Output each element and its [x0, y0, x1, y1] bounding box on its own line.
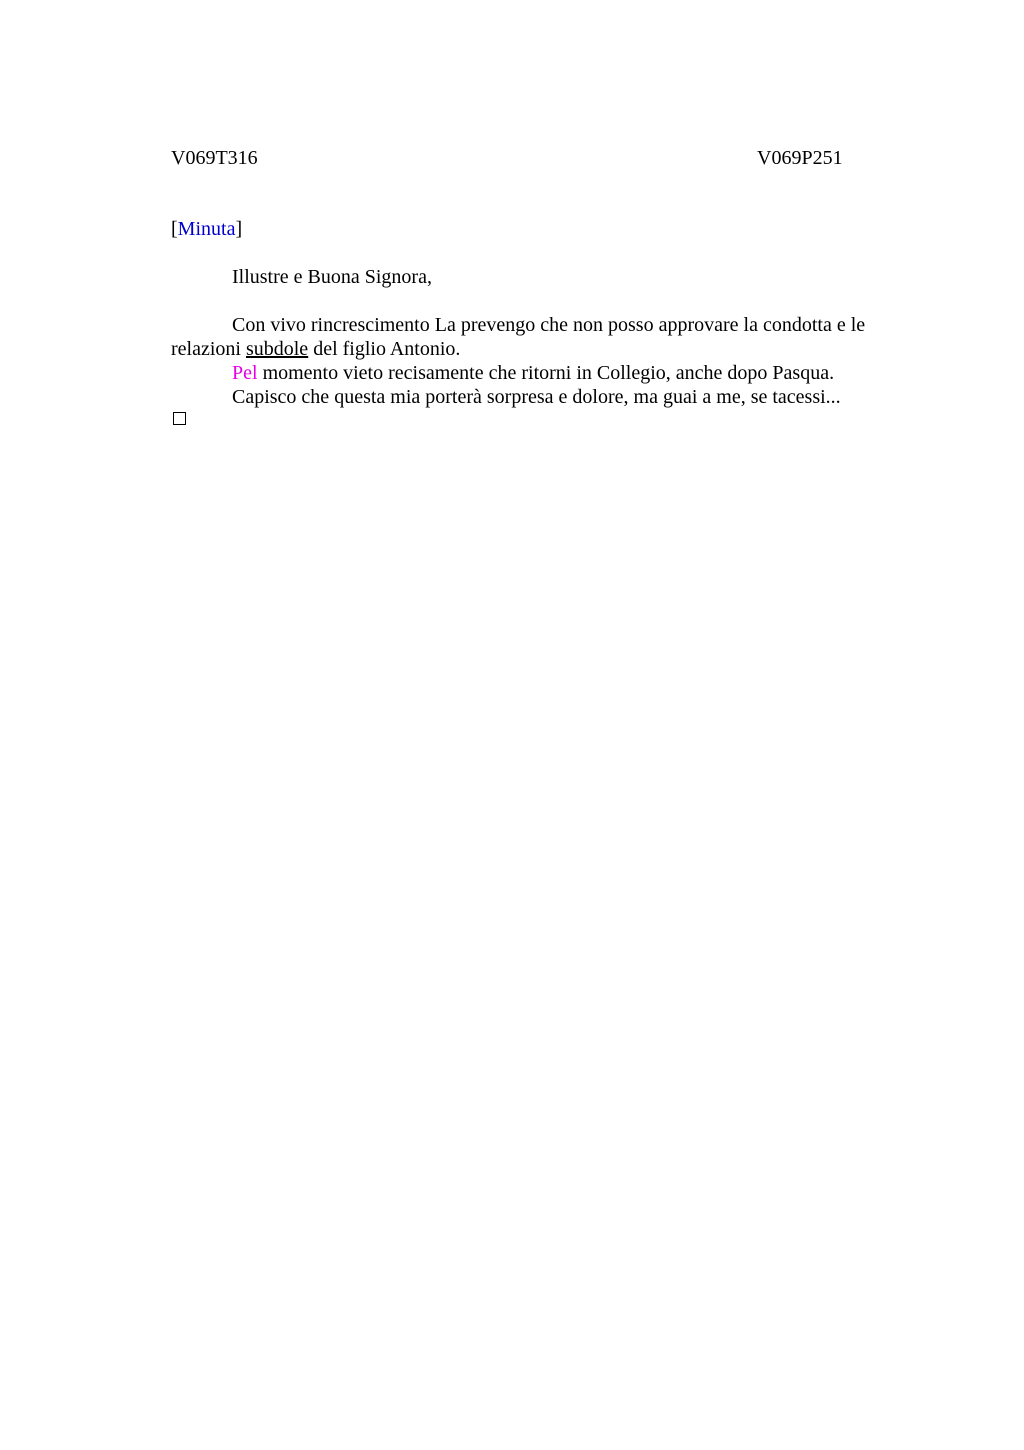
underlined-word: subdole: [245, 338, 309, 360]
minuta-word: Minuta: [177, 218, 236, 240]
header-left-code: V069T316: [171, 147, 258, 169]
minuta-label: [171, 217, 242, 241]
paragraph-2-text: momento vieto recisamente che ritorni in Collegio, anche dopo Pasqua.: [257, 362, 835, 384]
paragraph-3: Capisco che questa mia porterà sorpresa e dolore, ma guai a me, se tacessi...: [232, 386, 841, 408]
paragraph-1-text-before: Con vivo rincrescimento La prevengo che non posso approvare la condotta e le relazioni: [171, 314, 866, 360]
minuta-open-bracket: [: [171, 218, 178, 240]
header-right-code: V069P251: [757, 147, 843, 169]
highlighted-word: Pel: [232, 362, 258, 384]
paragraph-gap: [171, 289, 891, 313]
minuta-close-bracket: ]: [235, 218, 243, 240]
paragraph-2: [171, 361, 891, 385]
square-outline-icon: [173, 412, 186, 425]
paragraph-1-text-after: del figlio Antonio.: [308, 338, 461, 360]
salutation: Illustre e Buona Signora,: [232, 266, 432, 288]
letter-body: [171, 265, 891, 409]
paragraph-1: [171, 313, 891, 361]
